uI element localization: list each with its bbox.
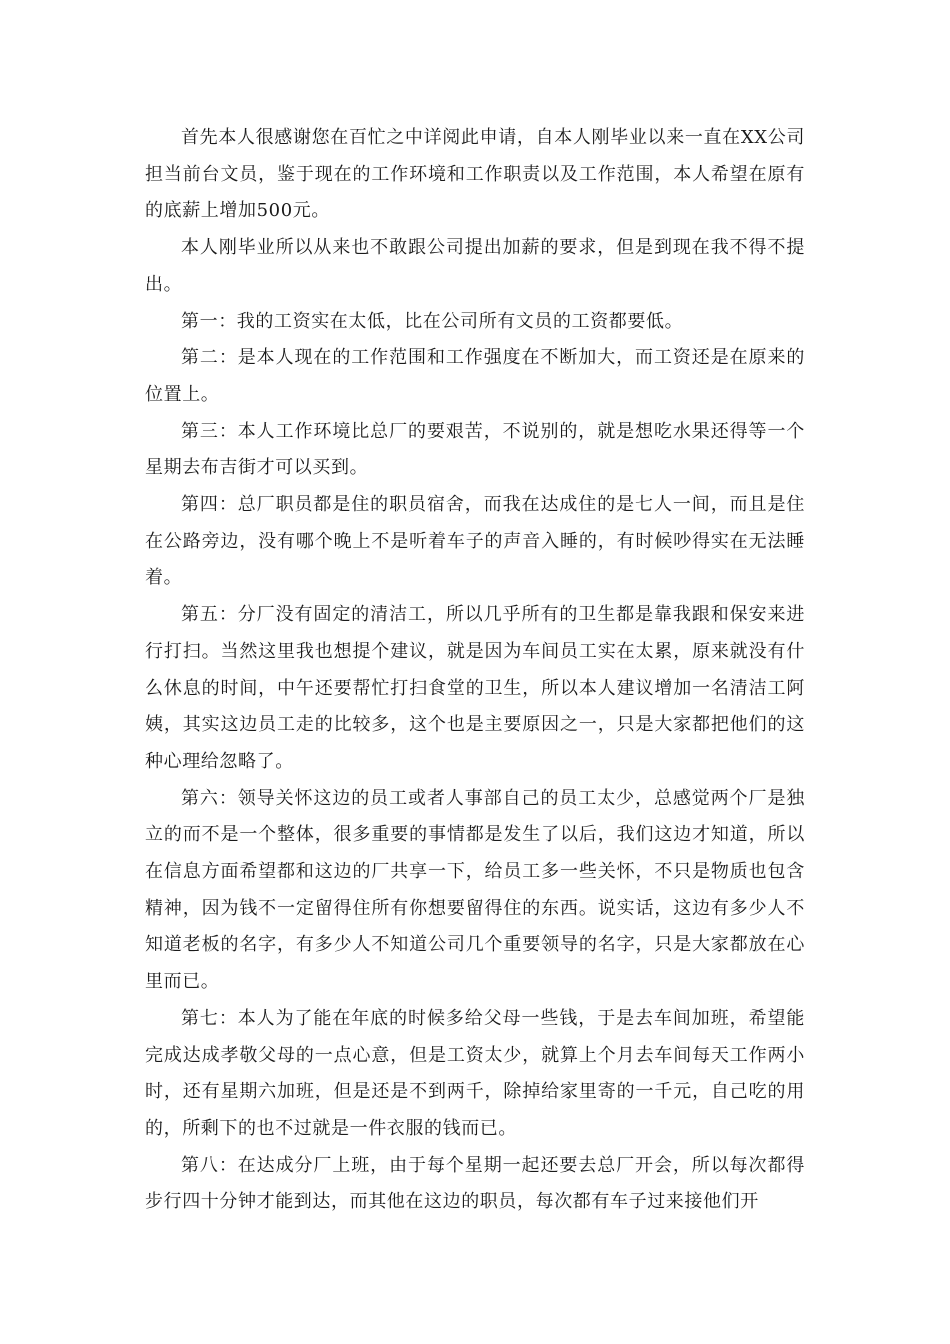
- document-body: [145, 120, 805, 1221]
- paragraph-point-3: 第三：本人工作环境比总厂的要艰苦，不说别的，就是想吃水果还得等一个星期去布吉街才可以买到。: [145, 420, 805, 479]
- paragraph-point-7: 第七：本人为了能在年底的时候多给父母一些钱，于是去车间加班，希望能完成达成孝敬父母的一点心意，但是工资太少，就算上个月去车间每天工作两小时，还有星期六加班，但是还是不到两千，除掉给家里寄的一千元，自己吃的用的，所剩下的也不过就是一件衣服的钱而已。: [145, 1007, 805, 1139]
- paragraph-point-5: 第五：分厂没有固定的清洁工，所以几乎所有的卫生都是靠我跟和保安来进行打扫。当然这里我也想提个建议，就是因为车间员工实在太累，原来就没有什么休息的时间，中午还要帮忙打扫食堂的卫生，所以本人建议增加一名清洁工阿姨，其实这边员工走的比较多，这个也是主要原因之一，只是大家都把他们的这种心理给忽略了。: [145, 604, 805, 772]
- paragraph-point-4: 第四：总厂职员都是住的职员宿舍，而我在达成住的是七人一间，而且是住在公路旁边，没有哪个晚上不是听着车子的声音入睡的，有时候吵得实在无法睡着。: [145, 494, 805, 589]
- paragraph-point-8: 第八：在达成分厂上班，由于每个星期一起还要去总厂开会，所以每次都得步行四十分钟才能到达，而其他在这边的职员，每次都有车子过来接他们开: [145, 1154, 805, 1213]
- paragraph-point-1: 第一：我的工资实在太低，比在公司所有文员的工资都要低。: [181, 310, 684, 332]
- paragraph-point-6: 第六：领导关怀这边的员工或者人事部自己的员工太少，总感觉两个厂是独立的而不是一个整体，很多重要的事情都是发生了以后，我们这边才知道，所以在信息方面希望都和这边的厂共享一下，给员工多一些关怀，不只是物质也包含精神，因为钱不一定留得住所有你想要留得住的东西。说实话，这边有多少人不知道老板的名字，有多少人不知道公司几个重要领导的名字，只是大家都放在心里而已。: [145, 787, 805, 993]
- paragraph-intro: 首先本人很感谢您在百忙之中详阅此申请，自本人刚毕业以来一直在XX公司担当前台文员，鉴于现在的工作环境和工作职责以及工作范围，本人希望在原有的底薪上增加500元。: [145, 127, 805, 222]
- paragraph-point-2: 第二：是本人现在的工作范围和工作强度在不断加大，而工资还是在原来的位置上。: [145, 347, 805, 405]
- paragraph-reason-intro: 本人刚毕业所以从来也不敢跟公司提出加薪的要求，但是到现在我不得不提出。: [145, 237, 805, 295]
